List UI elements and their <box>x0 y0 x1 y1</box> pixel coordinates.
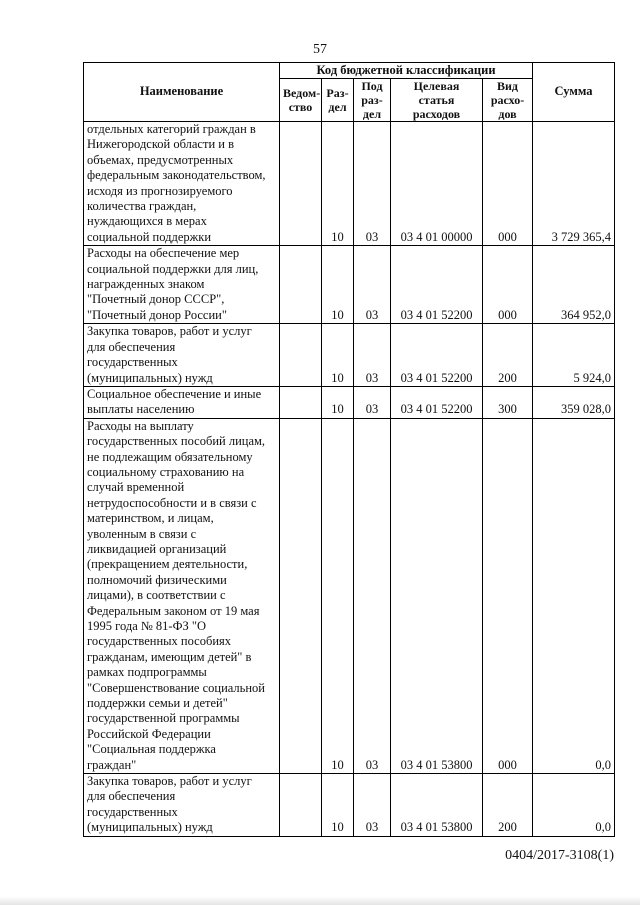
row-vedomstvo <box>280 324 322 387</box>
row-name: Закупка товаров, работ и услуг для обеспечения государственных (муниципальных) нужд <box>87 324 252 385</box>
row-vid-raskhodov: 300 <box>483 386 533 418</box>
row-podrazdel: 03 <box>354 324 391 387</box>
header-podrazdel: Под раз- дел <box>354 79 391 122</box>
row-name: Социальное обеспечение и иные выплаты населению <box>87 386 262 417</box>
row-podrazdel: 03 <box>354 246 391 324</box>
row-summa: 0,0 <box>533 418 615 773</box>
page-number: 57 <box>313 42 327 57</box>
table-row <box>84 774 615 837</box>
row-vedomstvo <box>280 246 322 324</box>
row-name-cell <box>84 324 280 387</box>
row-vid-raskhodov: 000 <box>483 418 533 773</box>
document-code: 0404/2017-3108(1) <box>505 848 614 863</box>
header-vedomstvo: Ведом- ство <box>280 79 322 122</box>
row-celevaya-statya: 03 4 01 00000 <box>391 122 483 246</box>
table-row <box>84 324 615 387</box>
header-name: Наименование <box>84 63 280 122</box>
row-vedomstvo <box>280 418 322 773</box>
row-name-cell <box>84 386 280 418</box>
row-name-cell <box>84 246 280 324</box>
row-razdel: 10 <box>322 324 354 387</box>
row-name: Закупка товаров, работ и услуг для обеспечения государственных (муниципальных) нужд <box>87 774 252 835</box>
row-summa: 0,0 <box>533 774 615 837</box>
row-name: Расходы на выплату государственных пособий лицам, не подлежащим обязательному социальному страхованию на случай временной нетрудоспособности и в связи с материнством, и лицам, уволенным в связи с ликвидацией организаций (прекращением деятельности, полномочий физическими лицами), в соответствии с Федеральным законом от 19 мая 1995 года № 81-ФЗ "О государственных пособиях гражданам, имеющим детей" в рамках подпрограммы "Совершенствование социальной поддержки семьи и детей" государственной программы Российской Федерации "Социальная поддержка граждан" <box>87 418 266 772</box>
row-summa: 5 924,0 <box>533 324 615 387</box>
row-celevaya-statya: 03 4 01 52200 <box>391 324 483 387</box>
row-razdel: 10 <box>322 774 354 837</box>
header-vid-raskhodov: Вид расхо- дов <box>483 79 533 122</box>
row-razdel: 10 <box>322 122 354 246</box>
row-vedomstvo <box>280 122 322 246</box>
table-row <box>84 246 615 324</box>
header-summa: Сумма <box>533 63 615 122</box>
budget-classification-table <box>83 62 615 837</box>
header-classification-group: Код бюджетной классификации <box>280 63 533 79</box>
row-summa: 3 729 365,4 <box>533 122 615 246</box>
table-row <box>84 122 615 246</box>
row-name: Расходы на обеспечение мер социальной поддержки для лиц, награжденных знаком "Почетный донор СССР", "Почетный донор России" <box>87 246 259 322</box>
row-podrazdel: 03 <box>354 122 391 246</box>
row-summa: 364 952,0 <box>533 246 615 324</box>
row-name: отдельных категорий граждан в Нижегородской области и в объемах, предусмотренных федеральным законодательством, исходя из прогнозируемого количества граждан, нуждающихся в мерах социальной поддержки <box>87 122 266 244</box>
header-razdel: Раз- дел <box>322 79 354 122</box>
row-celevaya-statya: 03 4 01 53800 <box>391 774 483 837</box>
row-razdel: 10 <box>322 418 354 773</box>
table-row <box>84 418 615 773</box>
row-name-cell <box>84 122 280 246</box>
row-razdel: 10 <box>322 246 354 324</box>
row-podrazdel: 03 <box>354 418 391 773</box>
row-podrazdel: 03 <box>354 774 391 837</box>
row-razdel: 10 <box>322 386 354 418</box>
row-vid-raskhodov: 200 <box>483 324 533 387</box>
row-celevaya-statya: 03 4 01 52200 <box>391 246 483 324</box>
scan-edge <box>0 896 640 905</box>
row-name-cell <box>84 418 280 773</box>
row-podrazdel: 03 <box>354 386 391 418</box>
table-row <box>84 386 615 418</box>
row-celevaya-statya: 03 4 01 53800 <box>391 418 483 773</box>
row-vid-raskhodov: 000 <box>483 246 533 324</box>
header-celevaya-statya: Целевая статья расходов <box>391 79 483 122</box>
row-name-cell <box>84 774 280 837</box>
row-vid-raskhodov: 000 <box>483 122 533 246</box>
row-celevaya-statya: 03 4 01 52200 <box>391 386 483 418</box>
row-vedomstvo <box>280 774 322 837</box>
row-vedomstvo <box>280 386 322 418</box>
row-summa: 359 028,0 <box>533 386 615 418</box>
row-vid-raskhodov: 200 <box>483 774 533 837</box>
